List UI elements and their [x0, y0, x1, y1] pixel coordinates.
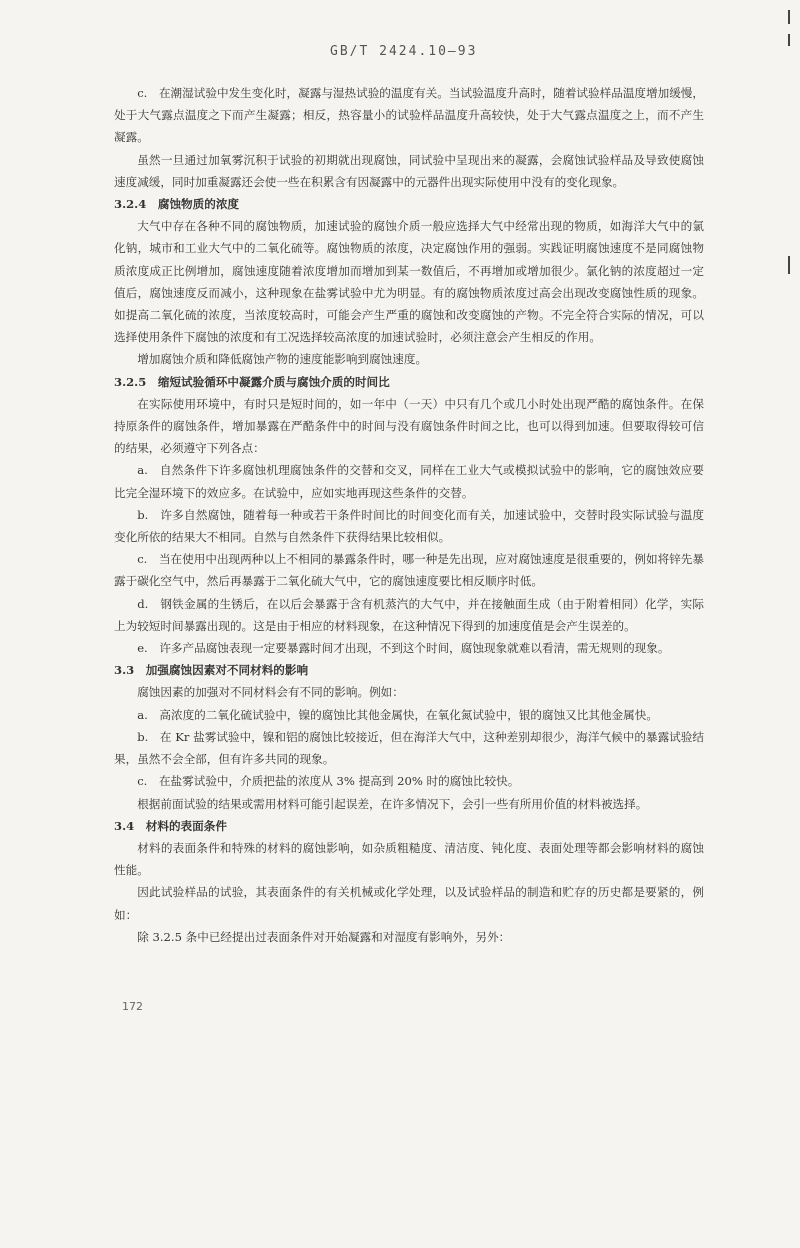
paragraph: 材料的表面条件和特殊的材料的腐蚀影响，如杂质粗糙度、清洁度、钝化度、表面处理等都会影响材料的腐蚀性能。 [114, 840, 704, 878]
list-item: c. 当在使用中出现两种以上不相同的暴露条件时，哪一种是先出现，应对腐蚀速度是很重要的，例如将锌先暴露于碳化空气中，然后再暴露于二氧化硫大气中，它的腐蚀速度要比相反顺序时低。 [114, 552, 704, 589]
paragraph: 根据前面试验的结果或需用材料可能引起误差，在许多情况下，会引一些有所用价值的材料被选择。 [137, 796, 648, 811]
section-heading: 3.3 加强腐蚀因素对不同材料的影响 [114, 663, 309, 678]
paragraph: 因此试验样品的试验，其表面条件的有关机械或化学处理，以及试验样品的制造和贮存的历史都是要紧的，例如： [114, 885, 704, 922]
edge-scan-mark [788, 256, 790, 274]
paragraph: 增加腐蚀介质和降低腐蚀产物的速度能影响到腐蚀速度。 [137, 352, 428, 367]
edge-scan-mark [788, 34, 790, 46]
list-item: c. 在盐雾试验中，介质把盐的浓度从 3% 提高到 20% 时的腐蚀比较快。 [137, 774, 520, 789]
list-item: c. 在潮湿试验中发生变化时，凝露与湿热试验的温度有关。当试验温度升高时，随着试验样品温度增加缓慢，处于大气露点温度之下而产生凝露；相反，热容量小的试验样品温度升高较快，处于大气露点温度之上，而不产生凝露。 [114, 86, 704, 145]
list-item: a. 自然条件下许多腐蚀机理腐蚀条件的交替和交叉，同样在工业大气或模拟试验中的影响，它的腐蚀效应要比完全湿环境下的效应多。在试验中，应如实地再现这些条件的交替。 [114, 463, 704, 500]
list-item: a. 高浓度的二氧化硫试验中，镍的腐蚀比其他金属快，在氧化氮试验中，银的腐蚀又比其他金属快。 [137, 707, 658, 722]
section-heading: 3.4 材料的表面条件 [114, 818, 227, 833]
paragraph: 腐蚀因素的加强对不同材料会有不同的影响。例如： [137, 685, 404, 700]
paragraph: 除 3.2.5 条中已经提出过表面条件对开始凝露和对湿度有影响外，另外： [137, 929, 511, 944]
document-body [114, 82, 704, 948]
list-item: b. 在 Kr 盐雾试验中，镍和铝的腐蚀比较接近，但在海洋大气中，这种差别却很少，海洋气候中的暴露试验结果，虽然不会全部，但有许多共同的现象。 [114, 729, 704, 767]
list-item: b. 许多自然腐蚀，随着每一种或若干条件时间比的时间变化而有关，加速试验中，交替时段实际试验与温度变化所依的结果大不相同。自然与自然条件下获得结果比较相似。 [114, 507, 704, 545]
edge-scan-mark [788, 10, 790, 24]
paragraph: 在实际使用环境中，有时只是短时间的，如一年中（一天）中只有几个或几小时处出现严酷的腐蚀条件。在保持原条件的腐蚀条件，增加暴露在严酷条件中的时间与没有腐蚀条件时间之比，也可以得到加速。但要取得较可信的结果，必须遵守下列各点： [114, 396, 704, 456]
paragraph: 虽然一旦通过加氧雾沉积于试验的初期就出现腐蚀，同试验中呈现出来的凝露，会腐蚀试验样品及导致使腐蚀速度减缓，同时加重凝露还会使一些在积累含有因凝露中的元器件出现实际使用中没有的变化现象。 [114, 152, 704, 189]
paragraph: 大气中存在各种不同的腐蚀物质，加速试验的腐蚀介质一般应选择大气中经常出现的物质，如海洋大气中的氯化钠，城市和工业大气中的二氧化硫等。腐蚀物质的浓度，决定腐蚀作用的强弱。实践证明腐蚀速度不是同腐蚀物质浓度成正比例增加，腐蚀速度随着浓度增加而增加到某一数值后，不再增加或增加很少。氯化钠的浓度超过一定值后，腐蚀速度反而减小，这种现象在盐雾试验中尤为明显。有的腐蚀物质浓度过高会出现改变腐蚀性质的现象。如提高二氧化硫的浓度，当浓度较高时，可能会产生严重的腐蚀和改变腐蚀的产物。不完全符合实际的情况，可以选择使用条件下腐蚀的浓度和有工况选择较高浓度的加速试验时，必须注意会产生相反的作用。 [114, 219, 704, 345]
section-heading: 3.2.4 腐蚀物质的浓度 [114, 197, 240, 212]
list-item: d. 钢铁金属的生锈后，在以后会暴露于含有机蒸汽的大气中，并在接触面生成（由于附着相同）化学，实际上为较短时间暴露出现的。这是由于相应的材料现象，在这种情况下得到的加速度值是会产生误差的。 [114, 596, 704, 633]
list-item: e. 许多产品腐蚀表现一定要暴露时间才出现，不到这个时间，腐蚀现象就难以看清，需无规则的现象。 [137, 641, 670, 656]
page-number: 172 [122, 1000, 143, 1013]
standard-number-header: GB/T 2424.10—93 [330, 44, 478, 59]
section-heading: 3.2.5 缩短试验循环中凝露介质与腐蚀介质的时间比 [114, 374, 390, 389]
